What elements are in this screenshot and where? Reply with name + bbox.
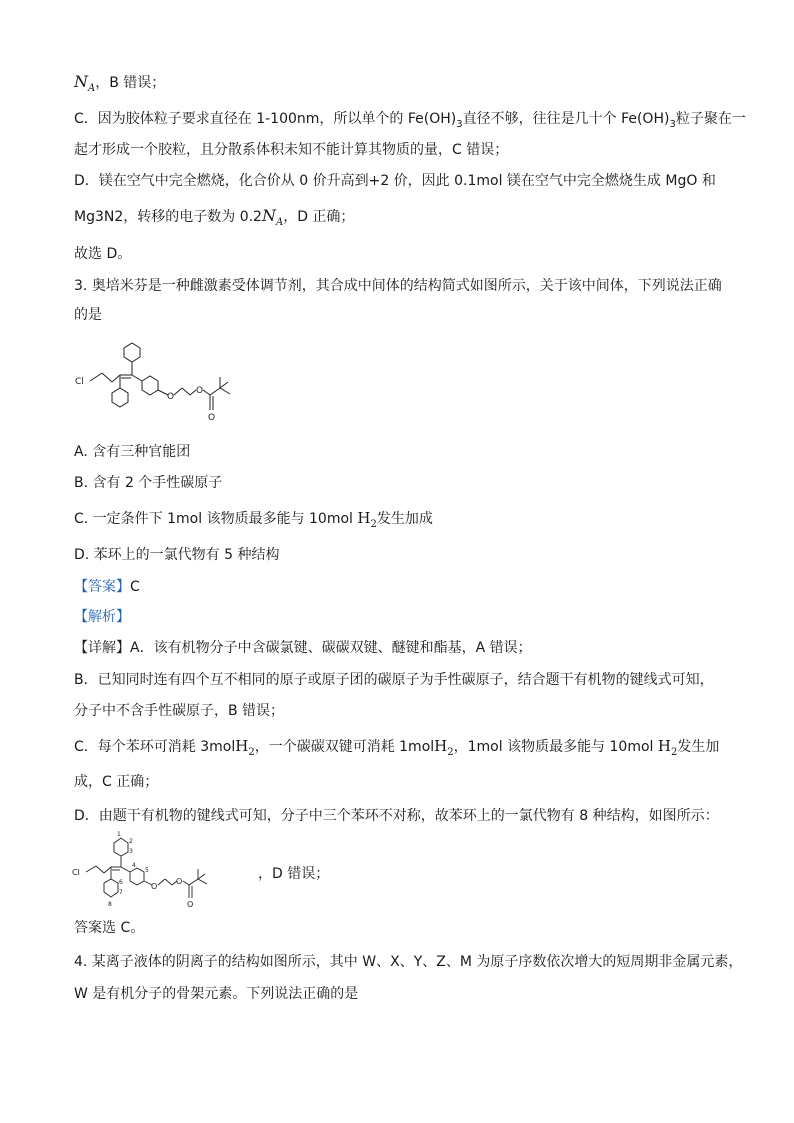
text-line: Mg3N2，转移的电子数为 $0.2N_A$，D 正确； bbox=[74, 206, 355, 228]
text-line: 故选 D。 bbox=[74, 246, 132, 262]
text-line: W 是有机分子的骨架元素。下列说法正确的是 bbox=[74, 986, 359, 1002]
o-label: O bbox=[187, 900, 194, 909]
detail-line: 答案选 C。 bbox=[74, 920, 145, 936]
option-b: B. 含有 2 个手性碳原子 bbox=[74, 475, 223, 491]
position-number: 4 bbox=[132, 862, 136, 869]
detail-line: D．由题干有机物的键线式可知，分子中三个苯环不对称，故苯环上的一氯代物有 8 种结构，如图所示： bbox=[74, 808, 719, 824]
detail-line: 成，C 正确； bbox=[74, 774, 159, 790]
analysis-tag: 【解析】 bbox=[74, 609, 130, 625]
na-symbol: $N_A$ bbox=[261, 206, 284, 228]
detail-line: C．每个苯环可消耗 3molH$_2$，一个碳碳双键可消耗 1molH$_2$，1mol 该物质最多能与 10mol $H_2$发生加 bbox=[74, 737, 720, 758]
position-number: 5 bbox=[145, 867, 149, 874]
structure-diagram-2 bbox=[70, 826, 260, 918]
na-symbol: $N_A$ bbox=[74, 72, 96, 94]
position-number: 8 bbox=[108, 901, 112, 908]
question-4: 4. 某离子液体的阴离子的结构如图所示，其中 W、X、Y、Z、M 为原子序数依次增大的短周期非金属元素， bbox=[74, 954, 743, 970]
position-number: 6 bbox=[119, 879, 123, 886]
h2-formula: $H_2$ bbox=[357, 509, 377, 530]
detail-line: B．已知同时连有四个互不相同的原子或原子团的碳原子为手性碳原子，结合题干有机物的键线式可知， bbox=[74, 672, 714, 688]
o-label: O bbox=[208, 413, 216, 423]
option-d: D. 苯环上的一氯代物有 5 种结构 bbox=[74, 547, 280, 563]
position-number: 7 bbox=[119, 889, 123, 896]
text-line: 的是 bbox=[74, 307, 102, 323]
option-a: A. 含有三种官能团 bbox=[74, 444, 191, 460]
o-label: O bbox=[167, 392, 175, 402]
o-label: O bbox=[176, 877, 183, 886]
position-number: 1 bbox=[117, 831, 121, 838]
question-3: 3. 奥培米芬是一种雌激素受体调节剂，其合成中间体的结构简式如图所示，关于该中间体，下列说法正确 bbox=[74, 278, 722, 294]
o-label: O bbox=[196, 386, 204, 396]
structure-diagram-1 bbox=[70, 330, 270, 435]
cl-label: Cl bbox=[75, 377, 84, 387]
text-line: 起才形成一个胶粒，且分散系体积未知不能计算其物质的量，C 错误； bbox=[74, 142, 509, 158]
detail-line: 【详解】A．该有机物分子中含碳氯键、碳碳双键、醚键和酯基，A 错误； bbox=[74, 640, 532, 656]
answer-line: 【答案】C bbox=[74, 579, 140, 595]
text-line: $N_A$，B 错误； bbox=[74, 72, 166, 94]
cl-label: Cl bbox=[72, 868, 80, 877]
position-number: 3 bbox=[129, 848, 133, 855]
o-label: O bbox=[151, 882, 158, 891]
option-c: C. 一定条件下 1mol 该物质最多能与 10mol $H_2$发生加成 bbox=[74, 509, 433, 530]
detail-line: 分子中不含手性碳原子，B 错误； bbox=[74, 703, 285, 719]
text-line: D．镁在空气中完全燃烧，化合价从 0 价升高到+2 价，因此 0.1mol 镁在空气中完全燃烧生成 MgO 和 bbox=[74, 173, 716, 189]
text-line: C．因为胶体粒子要求直径在 1-100nm，所以单个的 $Fe(OH)_3$直径不够，往往是几十个 $Fe(OH)_3$粒子聚在一 bbox=[74, 111, 746, 130]
position-number: 2 bbox=[129, 838, 133, 845]
detail-line: ，D 错误； bbox=[258, 866, 330, 882]
